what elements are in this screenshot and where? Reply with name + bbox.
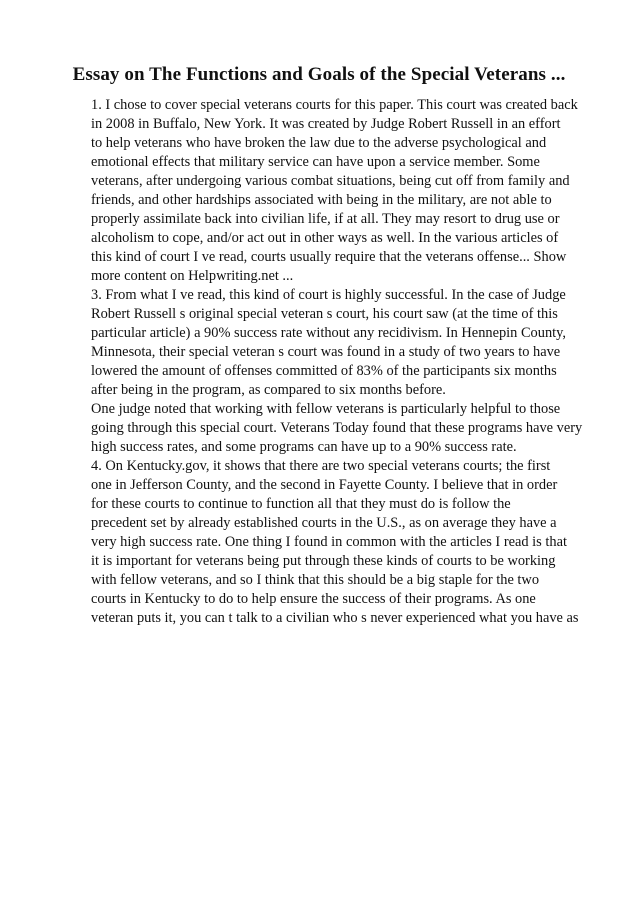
body-line: more content on Helpwriting.net ... (91, 268, 294, 284)
body-line: courts in Kentucky to do to help ensure the success of their programs. As one (91, 591, 536, 607)
body-line: 4. On Kentucky.gov, it shows that there are two special veterans courts; the first (91, 458, 551, 474)
body-line: precedent set by already established courts in the U.S., as on average they have a (91, 515, 557, 531)
body-line: high success rates, and some programs can have up to a 90% success rate. (91, 439, 517, 455)
body-line: after being in the program, as compared to six months before. (91, 382, 446, 398)
body-line: to help veterans who have broken the law due to the adverse psychological and (91, 135, 547, 151)
body-line: emotional effects that military service can have upon a service member. Some (91, 154, 540, 170)
body-line: going through this special court. Veterans Today found that these programs have very (91, 420, 583, 436)
body-line: Minnesota, their special veteran s court was found in a study of two years to have (91, 344, 561, 360)
body-line: Robert Russell s original special veteran s court, his court saw (at the time of this (91, 306, 558, 322)
body-line: in 2008 in Buffalo, New York. It was created by Judge Robert Russell in an effort (91, 116, 561, 132)
body-line: this kind of court I ve read, courts usually require that the veterans offense... Show (91, 249, 567, 265)
body-line: one in Jefferson County, and the second in Fayette County. I believe that in order (91, 477, 558, 493)
body-line: with fellow veterans, and so I think that this should be a big staple for the two (91, 572, 540, 588)
body-line: veteran puts it, you can t talk to a civilian who s never experienced what you have as (91, 610, 579, 626)
body-line: very high success rate. One thing I found in common with the articles I read is that (91, 534, 567, 550)
document-body (91, 96, 601, 628)
body-line: 3. From what I ve read, this kind of court is highly successful. In the case of Judge (91, 287, 566, 303)
body-line: One judge noted that working with fellow veterans is particularly helpful to those (91, 401, 561, 417)
body-line: it is important for veterans being put through these kinds of courts to be working (91, 553, 556, 569)
body-line: veterans, after undergoing various combat situations, being cut off from family and (91, 173, 570, 189)
body-line: 1. I chose to cover special veterans courts for this paper. This court was created back (91, 97, 578, 113)
body-line: for these courts to continue to function all that they must do is follow the (91, 496, 511, 512)
body-line: properly assimilate back into civilian life, if at all. They may resort to drug use or (91, 211, 560, 227)
body-line: particular article) a 90% success rate without any recidivism. In Hennepin County, (91, 325, 567, 341)
document-title: Essay on The Functions and Goals of the Special Veterans ... (72, 64, 566, 85)
body-line: lowered the amount of offenses committed of 83% of the participants six months (91, 363, 557, 379)
body-line: friends, and other hardships associated with being in the military, are not able to (91, 192, 552, 208)
body-line: alcoholism to cope, and/or act out in other ways as well. In the various articles of (91, 230, 559, 246)
